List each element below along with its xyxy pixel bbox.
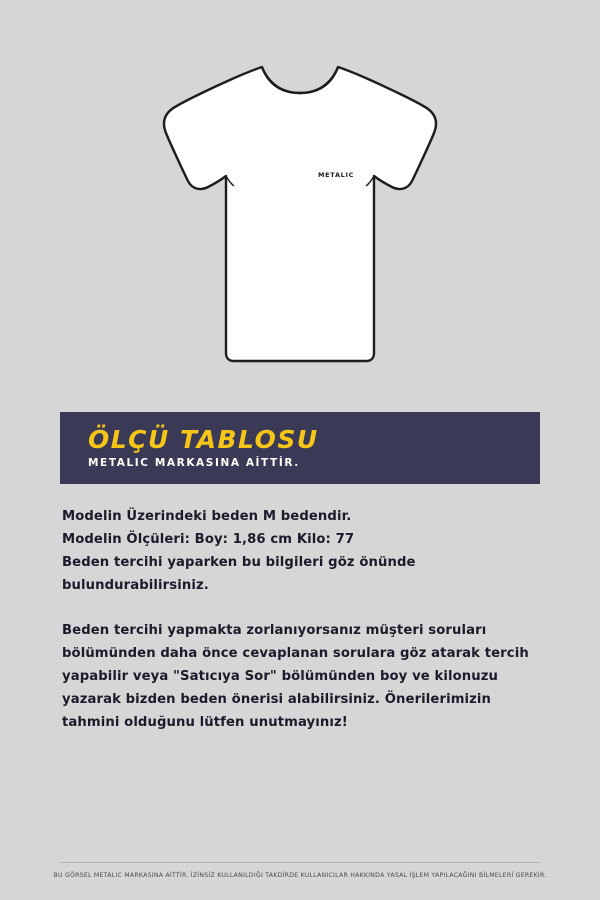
paragraph-spacer: [62, 597, 542, 619]
title-banner: [60, 412, 540, 484]
page-subtitle: METALIC MARKASINA AİTTİR.: [88, 457, 300, 470]
footer-disclaimer: BU GÖRSEL METALIC MARKASINA AİTTİR. İZİNSİZ KULLANILDIĞI TAKDİRDE KULLANICILAR HAKKINDA YASAL İŞLEM YAPILACAĞINI BİLMELERİ GEREKİR.: [53, 872, 547, 879]
product-illustration-area: [0, 40, 600, 405]
shirt-brand-logo: METALIC: [318, 170, 355, 179]
info-paragraph-2: Beden tercihi yapmakta zorlanıyorsanız müşteri soruları bölümünden daha önce cevaplanan sorulara göz atarak tercih yapabilir veya "Satıcıya Sor" bölümünden boy ve kilonuzu yazarak bizden beden önerisi alabilirsiniz. Önerilerimizin tahmini olduğunu lütfen unutmayınız!: [62, 623, 529, 730]
footer-divider: [60, 862, 540, 863]
info-text-block: [62, 505, 542, 734]
tshirt-icon: [150, 53, 450, 393]
info-line-2: Modelin Ölçüleri: Boy: 1,86 cm Kilo: 77: [62, 532, 355, 547]
tshirt-illustration: [150, 53, 450, 393]
page-title: ÖLÇÜ TABLOSU: [88, 425, 319, 455]
info-line-3: Beden tercihi yaparken bu bilgileri göz önünde bulundurabilirsiniz.: [62, 555, 416, 593]
info-line-1: Modelin Üzerindeki beden M bedendir.: [62, 509, 352, 524]
